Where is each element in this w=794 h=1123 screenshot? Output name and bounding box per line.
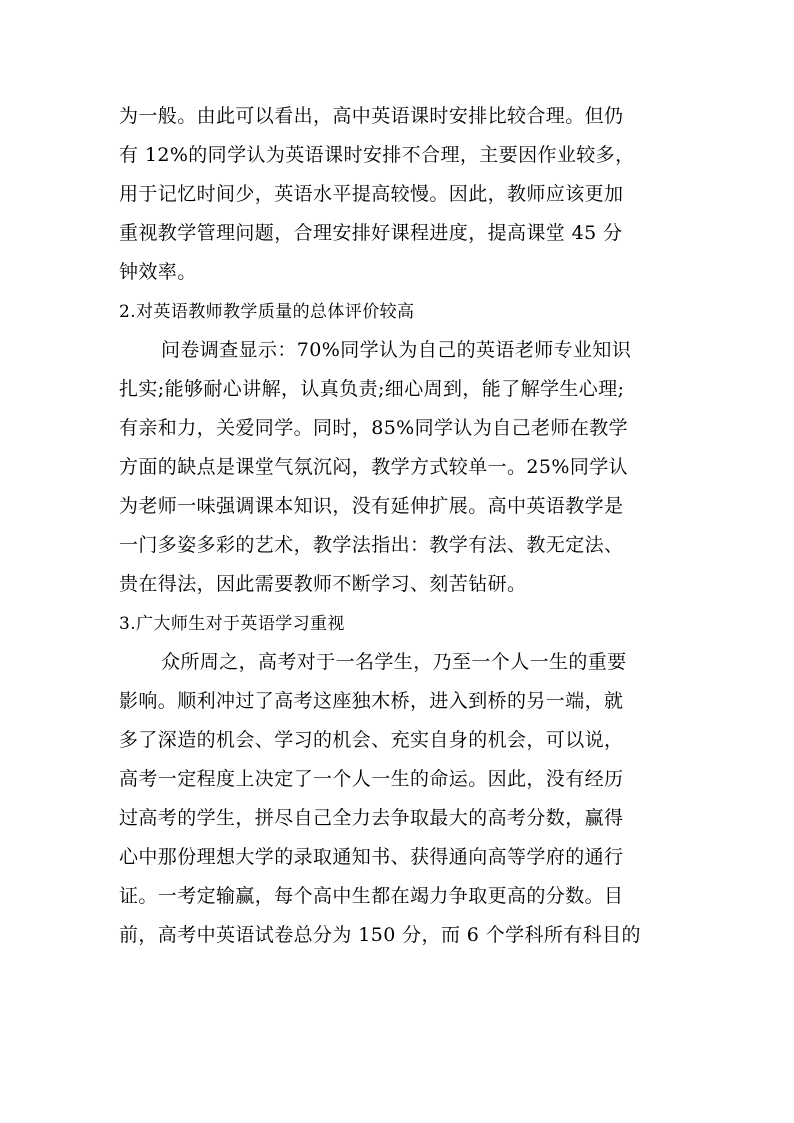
paragraph-line: 有 12%的同学认为英语课时安排不合理，主要因作业较多， [119,144,635,166]
paragraph-line: 有亲和力，关爱同学。同时，85%同学认为自己老师在教学 [119,417,629,439]
paragraph-first-line: 问卷调查显示：70%同学认为自己的英语老师专业知识 [161,339,632,361]
paragraph-line: 钟效率。 [119,261,197,283]
section-heading: 2.对英语教师教学质量的总体评价较高 [119,302,415,322]
paragraph-line: 高考一定程度上决定了一个人一生的命运。因此，没有经历 [119,768,624,790]
paragraph-line: 证。一考定输赢，每个高中生都在竭力争取更高的分数。目 [119,885,624,907]
paragraph-line: 一门多姿多彩的艺术，教学法指出：教学有法、教无定法、 [119,534,624,556]
paragraph-line: 前，高考中英语试卷总分为 150 分，而 6 个学科所有科目的 [119,924,641,946]
paragraph-first-line: 众所周之，高考对于一名学生，乃至一个人一生的重要 [161,651,627,673]
paragraph-line: 扎实;能够耐心讲解，认真负责;细心周到，能了解学生心理; [119,378,625,400]
paragraph-line: 为一般。由此可以看出，高中英语课时安排比较合理。但仍 [119,105,624,127]
paragraph-line: 多了深造的机会、学习的机会、充实自身的机会，可以说， [119,729,624,751]
paragraph-line: 为老师一味强调课本知识，没有延伸扩展。高中英语教学是 [119,495,624,517]
paragraph-line: 心中那份理想大学的录取通知书、获得通向高等学府的通行 [119,846,624,868]
paragraph-line: 方面的缺点是课堂气氛沉闷，教学方式较单一。25%同学认 [119,456,629,478]
paragraph-line: 贵在得法，因此需要教师不断学习、刻苦钻研。 [119,573,527,595]
section-heading: 3.广大师生对于英语学习重视 [119,614,345,634]
paragraph-line: 重视教学管理问题，合理安排好课程进度，提高课堂 45 分 [119,222,623,244]
paragraph-line: 影响。顺利冲过了高考这座独木桥，进入到桥的另一端，就 [119,690,624,712]
paragraph-line: 过高考的学生，拼尽自己全力去争取最大的高考分数，赢得 [119,807,624,829]
paragraph-line: 用于记忆时间少，英语水平提高较慢。因此，教师应该更加 [119,183,624,205]
